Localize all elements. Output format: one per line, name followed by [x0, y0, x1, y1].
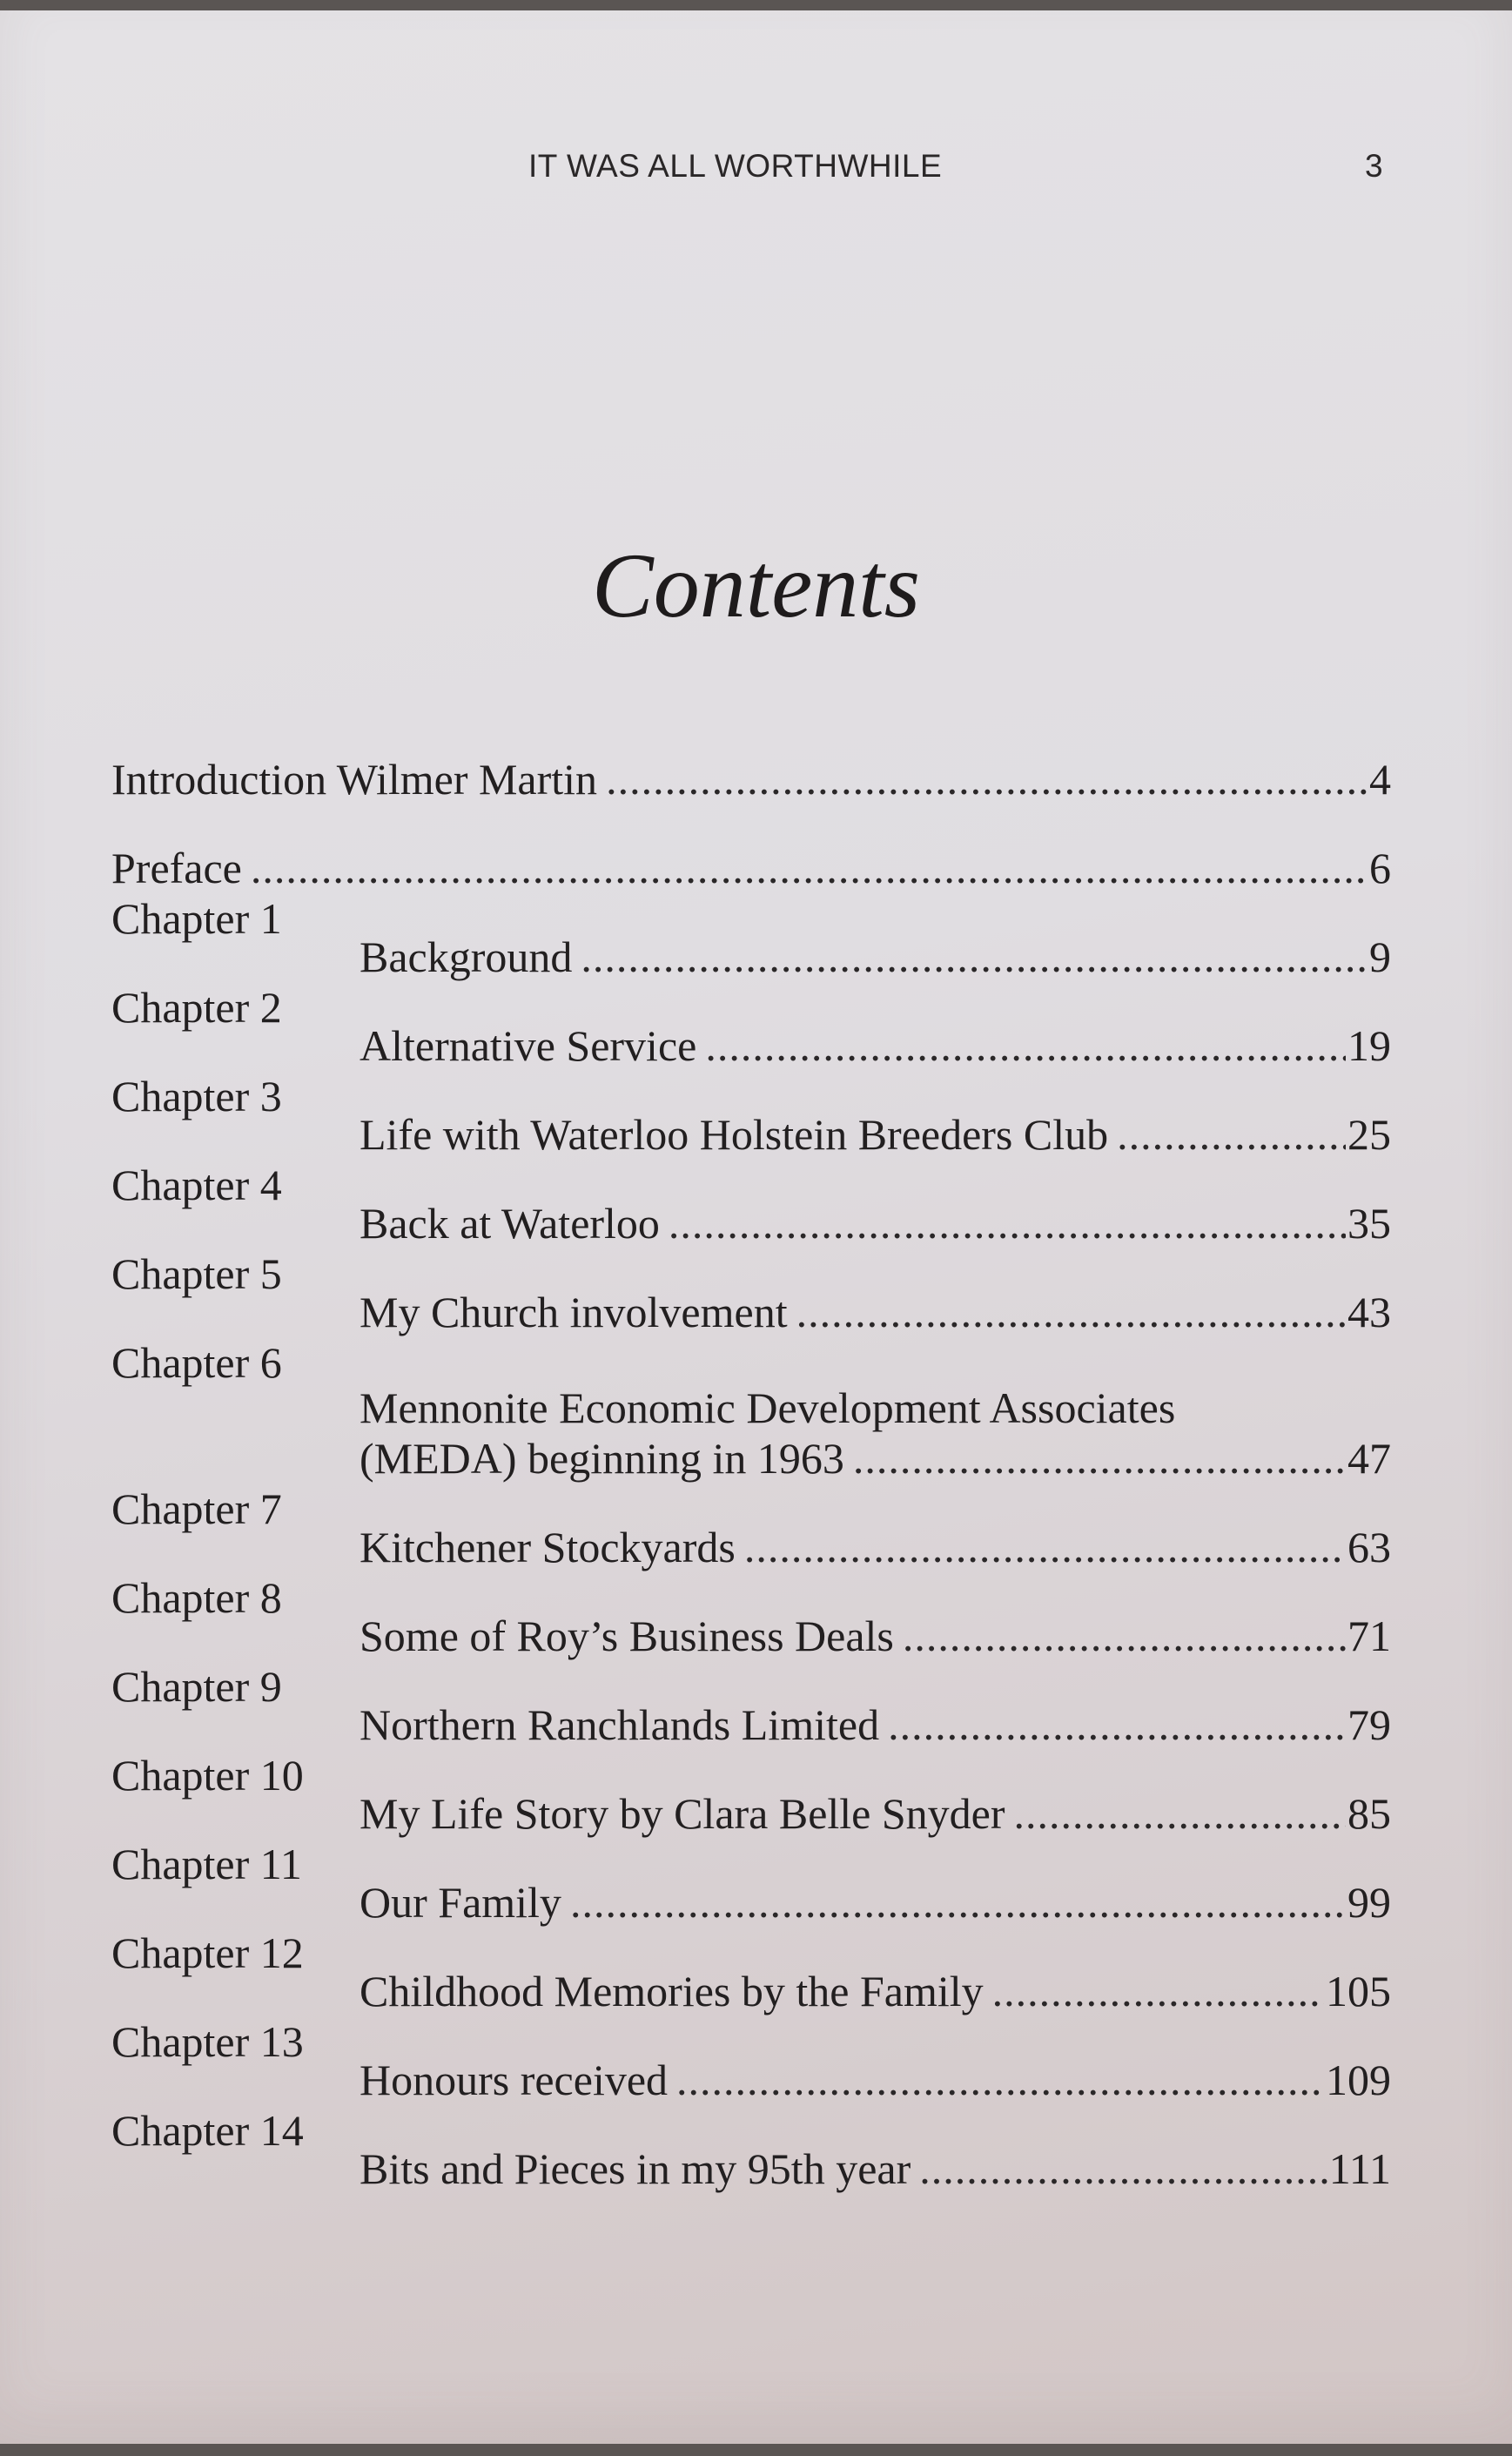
toc-entry-chapter-7 — [111, 1484, 1391, 1572]
chapter-label: Chapter 7 — [111, 1484, 282, 1533]
chapter-page: 47 — [1347, 1434, 1391, 1483]
toc-entry-chapter-8 — [111, 1572, 1391, 1661]
toc-entry-chapter-1 — [111, 893, 1391, 982]
dot-leader — [606, 754, 1368, 804]
chapter-label: Chapter 8 — [111, 1573, 282, 1622]
dot-leader — [992, 1966, 1324, 2016]
page-number: 3 — [1365, 148, 1383, 184]
chapter-title-line-2: (MEDA) beginning in 1963 — [360, 1434, 844, 1483]
toc-entry-chapter-13 — [111, 2016, 1391, 2105]
dot-leader — [251, 843, 1368, 893]
toc-entry-chapter-11 — [111, 1839, 1391, 1928]
chapter-page: 85 — [1347, 1789, 1391, 1838]
chapter-page: 71 — [1347, 1612, 1391, 1660]
chapter-title: Life with Waterloo Holstein Breeders Club — [360, 1110, 1109, 1159]
dot-leader — [669, 1198, 1346, 1248]
toc-entry-chapter-9 — [111, 1661, 1391, 1750]
chapter-title: Back at Waterloo — [360, 1199, 660, 1248]
chapter-title: My Church involvement — [360, 1288, 788, 1336]
chapter-label: Chapter 3 — [111, 1072, 282, 1120]
chapter-page: 111 — [1328, 2144, 1391, 2193]
running-header — [0, 148, 1512, 183]
chapter-label: Chapter 2 — [111, 983, 282, 1032]
chapter-page: 43 — [1347, 1288, 1391, 1336]
chapter-title: My Life Story by Clara Belle Snyder — [360, 1789, 1005, 1838]
toc-entry-preface — [111, 804, 1391, 893]
toc-entry-title: Introduction Wilmer Martin — [111, 755, 598, 804]
chapter-title: Kitchener Stockyards — [360, 1523, 736, 1571]
dot-leader — [796, 1287, 1346, 1337]
chapter-label: Chapter 9 — [111, 1662, 282, 1711]
toc-entry-chapter-5 — [111, 1248, 1391, 1337]
dot-leader — [705, 1020, 1346, 1071]
toc-entry-chapter-14 — [111, 2105, 1391, 2194]
dot-leader — [676, 2055, 1324, 2105]
chapter-title: Bits and Pieces in my 95th year — [360, 2144, 911, 2193]
chapter-label: Chapter 1 — [111, 894, 282, 943]
dot-leader — [1014, 1788, 1346, 1839]
toc-entry-chapter-6 — [111, 1337, 1391, 1484]
chapter-label: Chapter 6 — [111, 1338, 282, 1387]
toc-entry-chapter-3 — [111, 1071, 1391, 1160]
chapter-label: Chapter 11 — [111, 1840, 302, 1888]
chapter-page: 99 — [1347, 1878, 1391, 1927]
chapter-label: Chapter 12 — [111, 1928, 304, 1977]
toc-entry-introduction — [111, 716, 1391, 804]
chapter-title: Northern Ranchlands Limited — [360, 1700, 880, 1749]
chapter-page: 63 — [1347, 1523, 1391, 1571]
toc-entry-chapter-12 — [111, 1928, 1391, 2016]
dot-leader — [853, 1433, 1346, 1484]
chapter-label: Chapter 4 — [111, 1161, 282, 1209]
chapter-title: Honours received — [360, 2056, 669, 2104]
toc-entry-chapter-4 — [111, 1160, 1391, 1248]
dot-leader — [888, 1699, 1346, 1750]
chapter-page: 105 — [1326, 1967, 1391, 2015]
toc-entry-title: Preface — [111, 844, 242, 892]
book-page — [0, 10, 1512, 2444]
chapter-title: Our Family — [360, 1878, 561, 1927]
toc-entry-page: 6 — [1369, 844, 1391, 892]
chapter-title: Childhood Memories by the Family — [360, 1967, 984, 2015]
dot-leader — [919, 2143, 1327, 2194]
chapter-page: 9 — [1369, 932, 1391, 981]
dot-leader — [570, 1877, 1346, 1928]
chapter-page: 109 — [1326, 2056, 1391, 2104]
chapter-page: 19 — [1347, 1021, 1391, 1070]
dot-leader — [1117, 1109, 1346, 1160]
running-title: IT WAS ALL WORTHWHILE — [528, 148, 943, 184]
chapter-title: Alternative Service — [360, 1021, 697, 1070]
chapter-label: Chapter 10 — [111, 1751, 304, 1800]
table-of-contents — [111, 716, 1391, 2194]
contents-title: Contents — [592, 535, 920, 636]
chapter-page: 35 — [1347, 1199, 1391, 1248]
dot-leader — [903, 1611, 1346, 1661]
chapter-title: Some of Roy’s Business Deals — [360, 1612, 894, 1660]
dot-leader — [744, 1522, 1346, 1572]
chapter-title: Background — [360, 932, 573, 981]
chapter-label: Chapter 13 — [111, 2017, 304, 2066]
dot-leader — [581, 932, 1368, 982]
chapter-page: 25 — [1347, 1110, 1391, 1159]
chapter-label: Chapter 14 — [111, 2106, 304, 2155]
chapter-title-line-1: Mennonite Economic Development Associates — [360, 1383, 1176, 1432]
toc-entry-chapter-10 — [111, 1750, 1391, 1839]
chapter-label: Chapter 5 — [111, 1249, 282, 1298]
chapter-page: 79 — [1347, 1700, 1391, 1749]
toc-entry-page: 4 — [1369, 755, 1391, 804]
toc-entry-chapter-2 — [111, 982, 1391, 1071]
